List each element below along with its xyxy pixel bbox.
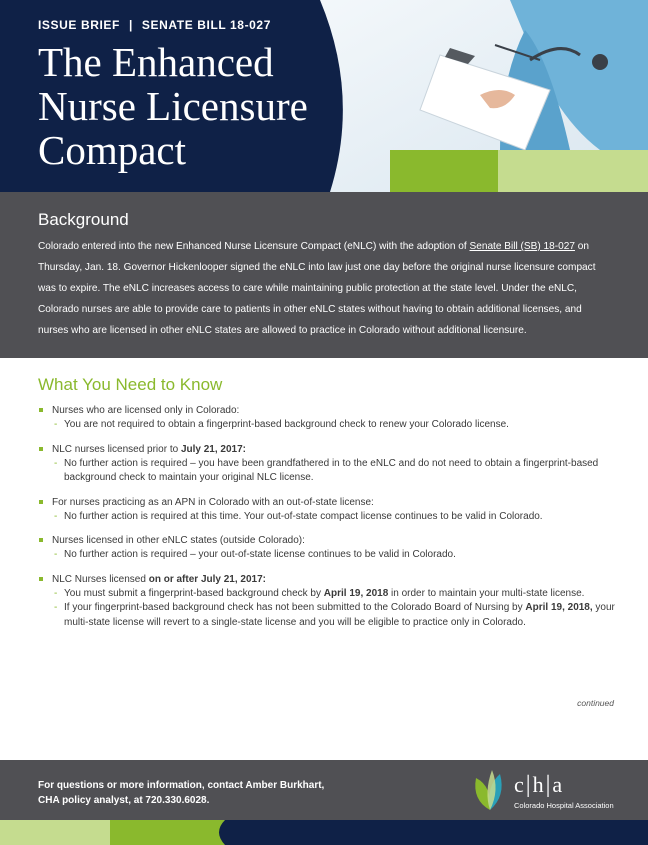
footer	[0, 760, 648, 820]
need-to-know-list	[38, 403, 618, 639]
senate-bill-link[interactable]: Senate Bill (SB) 18-027	[469, 241, 575, 252]
continued-label: continued	[577, 698, 614, 708]
background-section	[0, 192, 648, 358]
list-item: Nurses who are licensed only in Colorado: - You are not required to obtain a fingerprint-based background check to renew your Colorado license.	[38, 403, 618, 433]
header-banner	[0, 0, 648, 192]
bottom-color-strip	[0, 820, 648, 845]
background-text: Colorado entered into the new Enhanced Nurse Licensure Compact (eNLC) with the adoption of Senate Bill (SB) 18-027 on Thursday, Jan. 18. Governor Hickenlooper signed the eNLC into law just one day before the original nurse licensure compact was to expire. The eNLC increases access to care while maintaining public protection at the state level. Under the eNLC, Colorado nurses are able to provide care to patients in other eNLC states without having to obtain additional licenses, and nurses who are licensed in other eNLC states are allowed to practice in Colorado without additional licensure.	[38, 241, 596, 336]
strip-green	[110, 820, 215, 845]
strip-light-green	[0, 820, 110, 845]
issue-brief-label: ISSUE BRIEF | SENATE BILL 18-027	[38, 18, 271, 32]
contact-info: For questions or more information, contact Amber Burkhart, CHA policy analyst, at 720.330.6028.	[38, 780, 325, 806]
strip-curve	[205, 820, 265, 845]
page-title: The Enhanced Nurse Licensure Compact	[38, 39, 308, 173]
list-item: For nurses practicing as an APN in Colorado with an out-of-state license: - No further action is required at this time. Your out-of-state compact license continues to be valid in Colorado.	[38, 495, 618, 525]
cha-logo	[470, 764, 630, 816]
need-to-know-heading: What You Need to Know	[38, 375, 223, 394]
logo-subtitle: Colorado Hospital Association	[514, 801, 614, 810]
cha-wordmark: c|h|a	[514, 772, 564, 798]
background-heading: Background	[38, 210, 129, 229]
list-item: NLC nurses licensed prior to July 21, 2017: - No further action is required – you have been grandfathered in to the eNLC and do not need to obtain a fingerprint-based background check to maintain your original NLC license.	[38, 442, 618, 486]
leaf-icon	[470, 766, 510, 812]
list-item: NLC Nurses licensed on or after July 21, 2017: - You must submit a fingerprint-based background check by April 19, 2018 in order to maintain your multi-state license. - If your fingerprint-based background check has not been submitted to the Colorado Board of Nursing by April 19, 2018, your multi-state license will revert to a single-state license and you will be eligible to practice only in Colorado.	[38, 572, 618, 631]
list-item: Nurses licensed in other eNLC states (outside Colorado): - No further action is required – your out-of-state license continues to be valid in Colorado.	[38, 533, 618, 563]
